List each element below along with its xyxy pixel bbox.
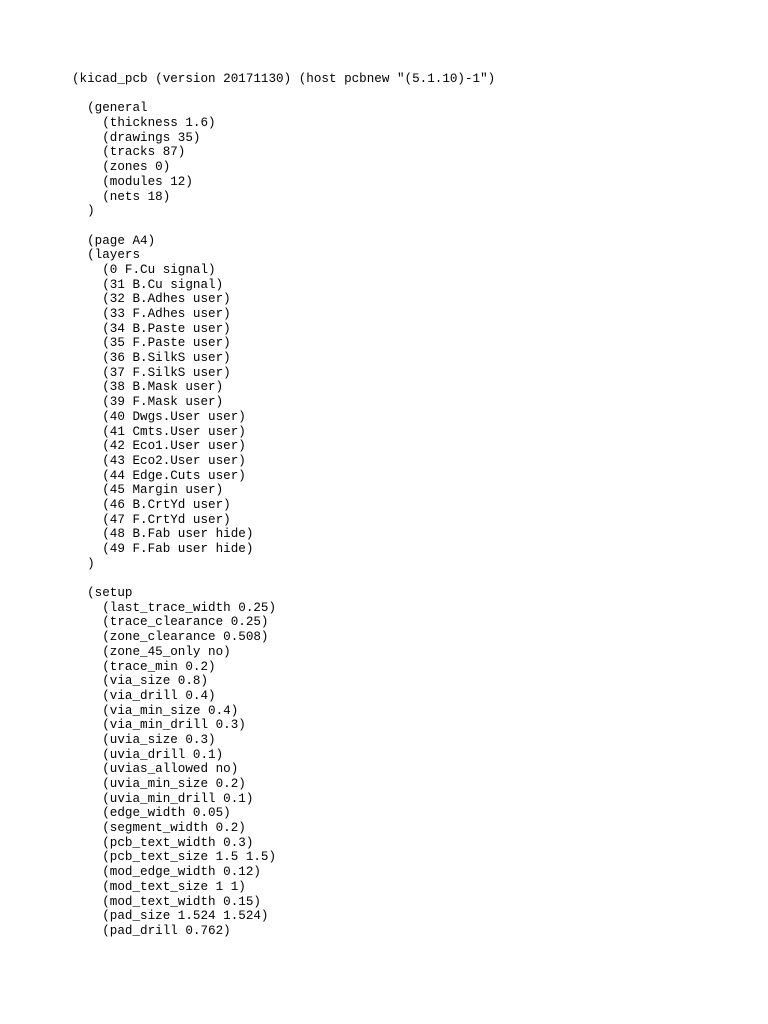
code-line: (tracks 87) [72,145,186,160]
code-line: (nets 18) [72,189,171,204]
code-line: (35 F.Paste user) [72,336,231,351]
code-line: (uvia_min_size 0.2) [72,777,246,791]
code-line: (page A4) [72,233,156,248]
code-line: (drawings 35) [72,130,201,145]
code-line: (46 B.CrtYd user) [72,497,231,512]
code-line: (45 Margin user) [72,483,224,498]
code-line: (33 F.Adhes user) [72,307,231,321]
code-line: (pcb_text_size 1.5 1.5) [72,850,277,865]
code-line: (mod_text_size 1 1) [72,879,246,894]
code-line: (41 Cmts.User user) [72,424,246,439]
code-line [72,87,732,102]
code-line: (uvia_drill 0.1) [72,747,224,762]
code-line: (thickness 1.6) [72,116,216,131]
code-line: (uvia_size 0.3) [72,732,216,747]
code-line: (mod_edge_width 0.12) [72,865,261,880]
code-line: (via_drill 0.4) [72,688,216,703]
code-line: (uvia_min_drill 0.1) [72,791,254,806]
code-line: (34 B.Paste user) [72,321,231,336]
code-line: (pad_drill 0.762) [72,923,231,938]
code-line: (zones 0) [72,160,171,175]
code-line: (48 B.Fab user hide) [72,527,254,542]
code-line: (pad_size 1.524 1.524) [72,909,269,924]
code-line: (segment_width 0.2) [72,821,246,836]
code-line: (last_trace_width 0.25) [72,600,277,615]
code-line: (trace_clearance 0.25) [72,615,269,630]
code-line: (38 B.Mask user) [72,380,224,395]
kicad-pcb-source-text [72,72,732,939]
code-line: (mod_text_width 0.15) [72,894,261,909]
code-line: (40 Dwgs.User user) [72,409,246,424]
code-line: (trace_min 0.2) [72,659,216,674]
code-line: (pcb_text_width 0.3) [72,835,254,850]
code-line: (layers [72,248,141,263]
code-line: (kicad_pcb (version 20171130) (host pcbnew "(5.1.10)-1") [72,72,496,86]
code-line: (43 Eco2.User user) [72,453,246,468]
code-line: (via_size 0.8) [72,674,209,689]
code-line: (42 Eco1.User user) [72,439,246,454]
code-line: (49 F.Fab user hide) [72,542,254,556]
code-line: (general [72,101,148,116]
code-line: (32 B.Adhes user) [72,292,231,307]
code-line [72,571,732,586]
code-line: (setup [72,586,133,601]
code-line: (via_min_size 0.4) [72,703,239,718]
code-line: (44 Edge.Cuts user) [72,468,246,483]
code-line: (37 F.SilkS user) [72,365,231,380]
document-page [72,72,732,939]
code-line: (zone_clearance 0.508) [72,630,269,645]
code-line: (0 F.Cu signal) [72,262,216,277]
code-line: (uvias_allowed no) [72,762,239,777]
code-line: (36 B.SilkS user) [72,351,231,366]
code-line: ) [72,556,95,571]
code-line: (via_min_drill 0.3) [72,718,246,733]
code-line: (39 F.Mask user) [72,395,224,410]
code-line: ) [72,204,95,219]
code-line: (47 F.CrtYd user) [72,512,231,527]
code-line: (31 B.Cu signal) [72,277,224,292]
code-line: (zone_45_only no) [72,644,231,659]
code-line: (edge_width 0.05) [72,806,231,821]
code-line [72,219,732,234]
code-line: (modules 12) [72,174,193,189]
